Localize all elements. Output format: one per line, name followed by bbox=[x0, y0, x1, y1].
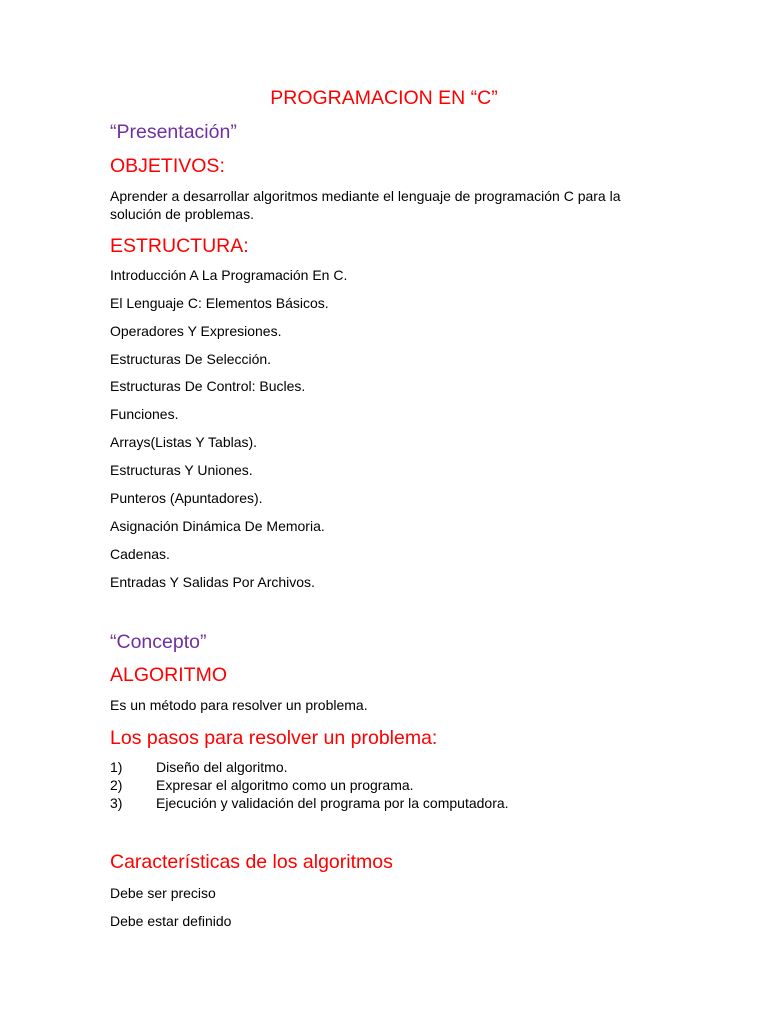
list-item-text: Expresar el algoritmo como un programa. bbox=[156, 777, 414, 793]
presentacion-heading: “Presentación” bbox=[110, 121, 237, 143]
list-item: Arrays(Listas Y Tablas). bbox=[110, 434, 258, 450]
list-item-number: 3) bbox=[110, 795, 123, 811]
list-item: Entradas Y Salidas Por Archivos. bbox=[110, 574, 315, 590]
list-item-text: Diseño del algoritmo. bbox=[156, 759, 288, 775]
list-item: Asignación Dinámica De Memoria. bbox=[110, 518, 325, 534]
concepto-heading: “Concepto” bbox=[110, 631, 207, 653]
list-item: El Lenguaje C: Elementos Básicos. bbox=[110, 295, 329, 311]
list-item: Introducción A La Programación En C. bbox=[110, 267, 348, 283]
list-item-text: Ejecución y validación del programa por la computadora. bbox=[156, 795, 509, 811]
list-item: Estructuras De Control: Bucles. bbox=[110, 378, 306, 394]
algoritmo-text: Es un método para resolver un problema. bbox=[110, 697, 368, 713]
list-item bbox=[110, 776, 509, 794]
algoritmo-heading: ALGORITMO bbox=[110, 664, 228, 686]
list-item bbox=[110, 758, 509, 776]
list-item: Cadenas. bbox=[110, 546, 170, 562]
list-item: Debe ser preciso bbox=[110, 885, 216, 901]
pasos-list bbox=[110, 758, 509, 812]
page-title: PROGRAMACION EN “C” bbox=[270, 87, 498, 109]
list-item: Funciones. bbox=[110, 406, 179, 422]
pasos-heading: Los pasos para resolver un problema: bbox=[110, 727, 438, 749]
list-item bbox=[110, 794, 509, 812]
list-item: Estructuras De Selección. bbox=[110, 351, 272, 367]
objetivos-text: Aprender a desarrollar algoritmos mediante el lenguaje de programación C para la solución de problemas. bbox=[110, 188, 621, 222]
list-item: Estructuras Y Uniones. bbox=[110, 462, 253, 478]
objetivos-heading: OBJETIVOS: bbox=[110, 155, 225, 177]
list-item: Debe estar definido bbox=[110, 913, 232, 929]
list-item: Operadores Y Expresiones. bbox=[110, 323, 282, 339]
list-item-number: 1) bbox=[110, 759, 123, 775]
estructura-heading: ESTRUCTURA: bbox=[110, 235, 249, 257]
list-item: Punteros (Apuntadores). bbox=[110, 490, 263, 506]
caracteristicas-heading: Características de los algoritmos bbox=[110, 851, 393, 873]
list-item-number: 2) bbox=[110, 777, 123, 793]
